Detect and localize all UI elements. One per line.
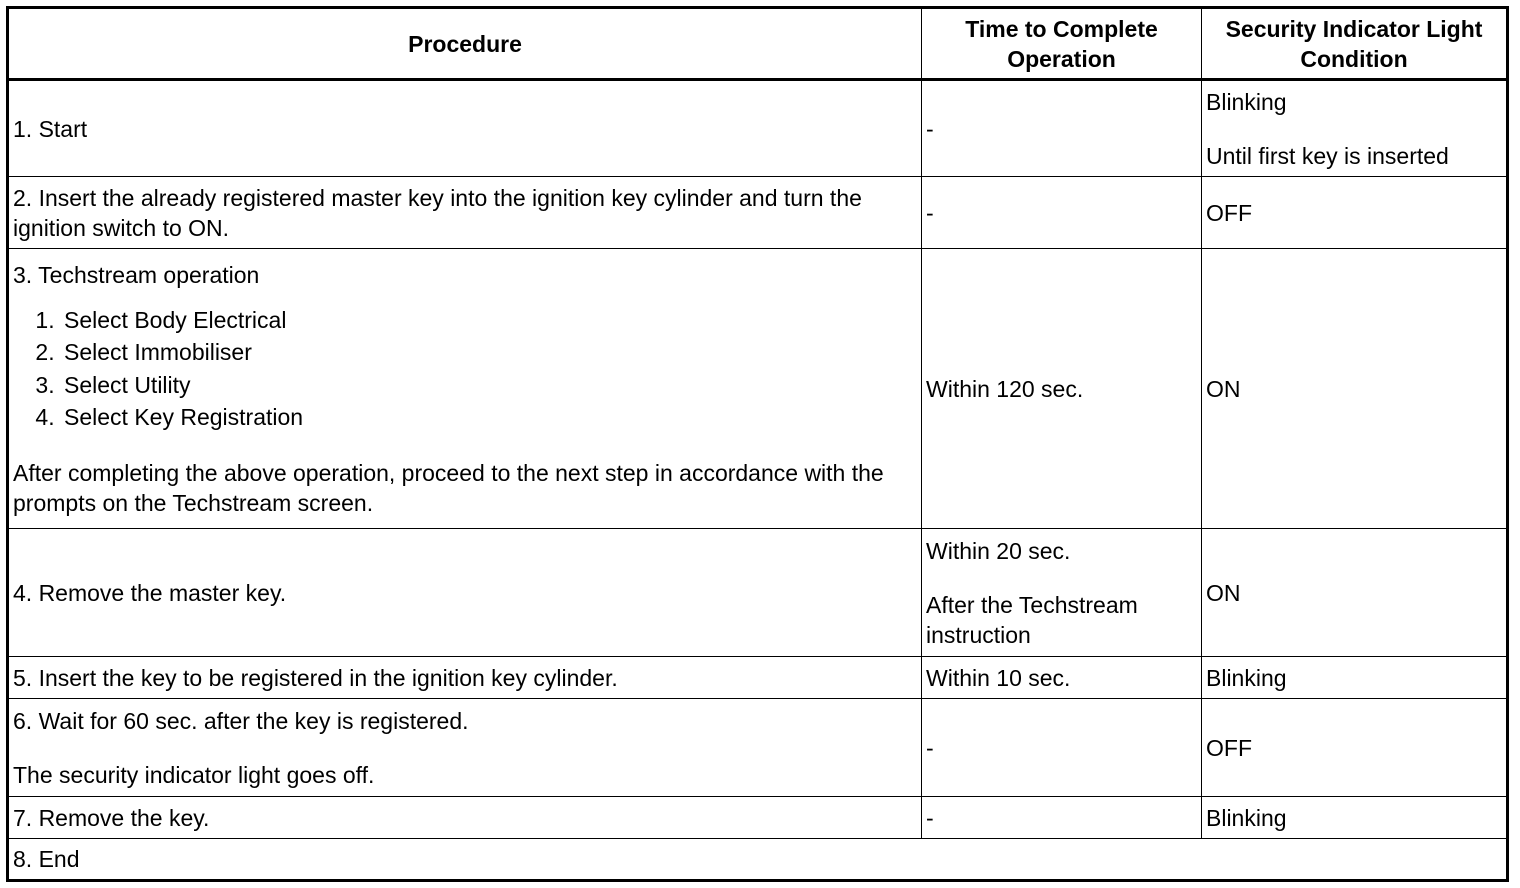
procedure-note: After completing the above operation, proceed to the next step in accordance with the prompts on the Techstream screen. [13, 459, 884, 516]
list-item: 1. Select Body Electrical [61, 304, 917, 337]
time-cell: - [922, 797, 1202, 839]
header-procedure: Procedure [8, 8, 922, 80]
table-row [8, 657, 1508, 699]
light-cell: ON [1202, 249, 1508, 529]
light-cell [1202, 80, 1508, 177]
table-row [8, 177, 1508, 249]
light-cell: Blinking [1202, 797, 1508, 839]
list-item: 2. Select Immobiliser [61, 336, 917, 369]
header-light-condition: Security Indicator Light Condition [1202, 8, 1508, 80]
table-row [8, 249, 1508, 529]
header-row [8, 8, 1508, 80]
header-time-to-complete: Time to Complete Operation [922, 8, 1202, 80]
procedure-text: 8. End [13, 846, 80, 872]
light-cell: ON [1202, 529, 1508, 657]
light-text: Blinking [1206, 88, 1287, 115]
time-cell: Within 10 sec. [922, 657, 1202, 699]
procedure-text: 6. Wait for 60 sec. after the key is registered. [13, 707, 469, 734]
light-cell: OFF [1202, 177, 1508, 249]
procedure-cell [8, 80, 922, 177]
key-registration-procedure-table [6, 6, 1509, 882]
time-cell: - [922, 80, 1202, 177]
light-cell: Blinking [1202, 657, 1508, 699]
light-note: Until first key is inserted [1206, 142, 1449, 169]
time-cell: - [922, 699, 1202, 797]
time-text: Within 20 sec. [926, 537, 1071, 564]
table-row [8, 529, 1508, 657]
procedure-cell [8, 797, 922, 839]
procedure-text: 2. Insert the already registered master key into the ignition key cylinder and turn the ignition switch to ON. [13, 184, 862, 241]
time-cell: Within 120 sec. [922, 249, 1202, 529]
time-cell [922, 529, 1202, 657]
list-item: 4. Select Key Registration [61, 401, 917, 434]
procedure-text: 5. Insert the key to be registered in the ignition key cylinder. [13, 664, 618, 691]
table-row [8, 797, 1508, 839]
procedure-cell [8, 249, 922, 529]
procedure-cell [8, 657, 922, 699]
procedure-text: 4. Remove the master key. [13, 579, 287, 606]
procedure-cell [8, 177, 922, 249]
list-item: 3. Select Utility [61, 369, 917, 402]
procedure-cell [8, 529, 922, 657]
table-row [8, 839, 1508, 881]
procedure-note: The security indicator light goes off. [13, 761, 375, 788]
table-row [8, 699, 1508, 797]
procedure-text: 3. Techstream operation [13, 261, 260, 288]
procedure-text: 1. Start [13, 115, 88, 142]
light-cell: OFF [1202, 699, 1508, 797]
time-cell: - [922, 177, 1202, 249]
procedure-cell [8, 839, 1508, 881]
table-row [8, 80, 1508, 177]
procedure-text: 7. Remove the key. [13, 804, 210, 831]
procedure-cell [8, 699, 922, 797]
techstream-steps-list [13, 304, 917, 434]
time-note: After the Techstream instruction [926, 591, 1138, 648]
